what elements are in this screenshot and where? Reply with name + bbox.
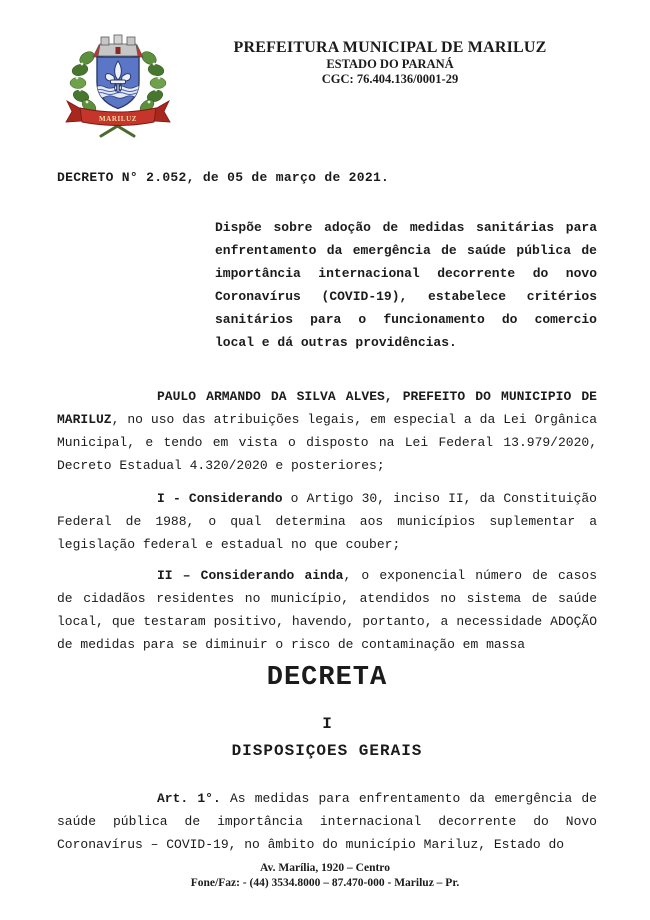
crest-motto: MARILUZ <box>98 115 138 123</box>
considerando-2-paragraph <box>57 564 597 656</box>
article-1-bold: Art. 1°. <box>157 791 221 806</box>
preamble-bold: PAULO ARMANDO DA SILVA ALVES, PREFEITO DO MUNICIPIO DE MARILUZ <box>57 389 597 427</box>
decree-body <box>57 166 597 856</box>
crest-shield <box>95 57 145 109</box>
article-1-paragraph <box>57 787 597 856</box>
footer-phone: Fone/Faz: - (44) 3534.8000 – 87.470-000 - Mariluz – Pr. <box>190 877 460 889</box>
decreta-heading: DECRETA <box>266 663 388 693</box>
decree-number-line: DECRETO N° 2.052, de 05 de março de 2021. <box>57 170 390 185</box>
masthead-text <box>180 38 600 87</box>
preamble-rest: , no uso das atribuições legais, em especial a da Lei Orgânica Municipal, e tendo em vista o disposto na Lei Federal 13.979/2020, Decreto Estadual 4.320/2020 e posteriores; <box>57 412 597 473</box>
article-1-rest: As medidas para enfrentamento da emergência de saúde pública de importância internacional decorrente do Novo Coronavírus – COVID-19, no âmbito do município Mariluz, Estado do <box>57 791 597 852</box>
footer-address: Av. Marília, 1920 – Centro <box>260 862 390 874</box>
masthead-state: ESTADO DO PARANÁ <box>326 57 454 71</box>
considerando-1-bold: I - Considerando <box>157 491 283 506</box>
masthead <box>60 30 600 145</box>
section-title: DISPOSIÇOES GERAIS <box>231 742 423 760</box>
considerando-2-bold: II – Considerando ainda <box>157 568 344 583</box>
considerando-1-rest: o Artigo 30, inciso II, da Constituição Federal de 1988, o qual determina aos municípios suplementar a legislação federal e estadual no que couber; <box>57 491 597 552</box>
masthead-org-name: PREFEITURA MUNICIPAL DE MARILUZ <box>233 39 547 56</box>
considerando-1-paragraph <box>57 487 597 556</box>
section-numeral: I <box>322 715 332 733</box>
crest-crown <box>93 35 143 57</box>
preamble-paragraph <box>57 385 597 477</box>
municipal-crest-icon <box>60 30 176 143</box>
decree-summary: Dispõe sobre adoção de medidas sanitárias para enfrentamento da emergência de saúde pública de importância internacional decorrente do novo Coronavírus (COVID-19), estabelece critérios sanitários para o funcionamento do comercio local e dá outras providências. <box>215 220 597 350</box>
page-footer <box>0 861 650 891</box>
masthead-cgc: CGC: 76.404.136/0001-29 <box>321 72 459 86</box>
considerando-2-rest: , o exponencial número de casos de cidadãos residentes no município, atendidos no sistema de saúde local, que testaram positivo, havendo, portanto, a necessidade ADOÇÃO de medidas para se diminuir o risco de contaminação em massa <box>57 568 597 652</box>
